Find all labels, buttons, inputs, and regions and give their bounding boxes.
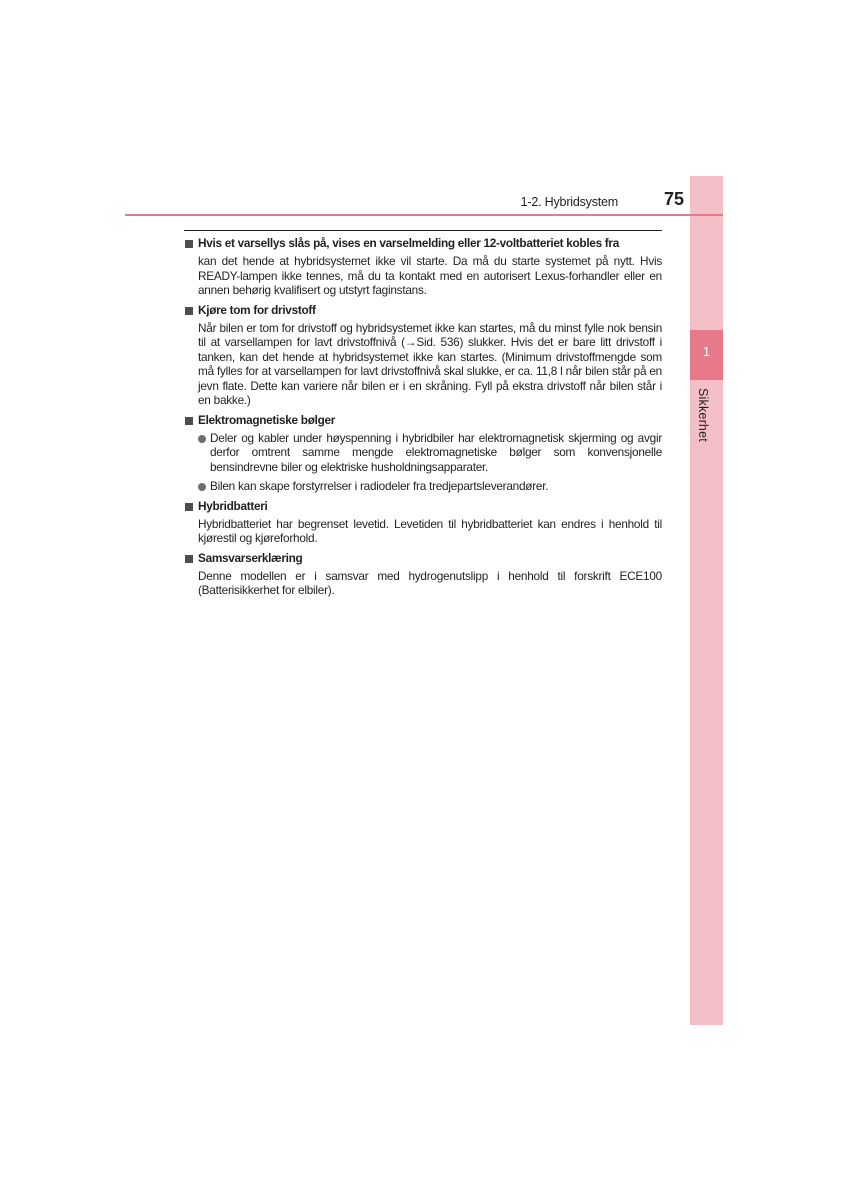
section-heading-text: Elektromagnetiske bølger (198, 412, 336, 427)
square-bullet-icon (185, 555, 193, 563)
section-heading-text: Samsvarserklæring (198, 550, 303, 565)
round-bullet-icon (198, 435, 206, 443)
section-body: Hybridbatteriet har begrenset levetid. Levetiden til hybridbatteriet kan endres i henhold til kjørestil og kjøreforhold. (198, 516, 662, 545)
square-bullet-icon (185, 307, 193, 315)
section-heading (184, 413, 662, 428)
bullet-item (198, 431, 662, 475)
square-bullet-icon (185, 503, 193, 511)
section-body: Denne modellen er i samsvar med hydrogenutslipp i henhold til forskrift ECE100 (Batterisikkerhet for elbiler). (198, 568, 662, 597)
section-electromagnetic-waves (184, 413, 662, 494)
section-heading-text: Hybridbatteri (198, 498, 268, 513)
section-hybrid-battery (184, 499, 662, 546)
section-heading (184, 551, 662, 566)
chapter-label: Sikkerhet (696, 388, 710, 442)
section-declaration-of-conformity (184, 551, 662, 598)
section-out-of-fuel (184, 303, 662, 408)
section-warning-light (184, 236, 662, 298)
chapter-number: 1 (702, 344, 711, 359)
section-heading-text: Kjøre tom for drivstoff (198, 302, 316, 317)
section-body: Når bilen er tom for drivstoff og hybridsystemet ikke kan startes, må du minst fylle nok bensin til at varsellampen for lavt drivstoffnivå (→Sid. 536) slukker. Hvis det er bare litt drivstoff i tanken, kan det hende at hybridsystemet ikke kan startes. (Minimum drivstoffmengde som må fylles for at varsellampen for lavt drivstoffnivå skal slukke, er ca. 11,8 l når bilen står på en jevn flate. Dette kan variere når bilen er i en skråning. Fyll på ekstra drivstoff når bilen står i en bakke.) (198, 320, 662, 407)
chapter-side-tab (690, 176, 723, 1025)
section-heading-text: Hvis et varsellys slås på, vises en varselmelding eller 12-voltbatteriet kobles fra (198, 236, 619, 250)
section-heading (184, 499, 662, 514)
header-rule (125, 214, 723, 216)
bullet-item (198, 479, 662, 494)
square-bullet-icon (185, 240, 193, 248)
page-content (184, 230, 662, 603)
round-bullet-icon (198, 483, 206, 491)
section-body: kan det hende at hybridsystemet ikke vil starte. Da må du starte systemet på nytt. Hvis READY-lampen ikke tennes, må du ta kontakt med en autorisert Lexus-forhandler eller en annen behørig kvalifisert og utstyrt faginstans. (198, 254, 662, 297)
section-heading (184, 303, 662, 318)
bullet-text: Deler og kabler under høyspenning i hybridbiler har elektromagnetisk skjerming og avgir derfor omtrent samme mengde elektromagnetiske bølger som konvensjonelle bensindrevne biler og elektriske husholdningsapparater. (210, 430, 662, 474)
page-number: 75 (663, 189, 684, 209)
section-heading (184, 236, 662, 251)
square-bullet-icon (185, 417, 193, 425)
running-header-title: 1-2. Hybridsystem (520, 195, 618, 209)
bullet-text: Bilen kan skape forstyrrelser i radiodeler fra tredjepartsleverandører. (210, 479, 549, 493)
chapter-number-box (690, 330, 723, 380)
